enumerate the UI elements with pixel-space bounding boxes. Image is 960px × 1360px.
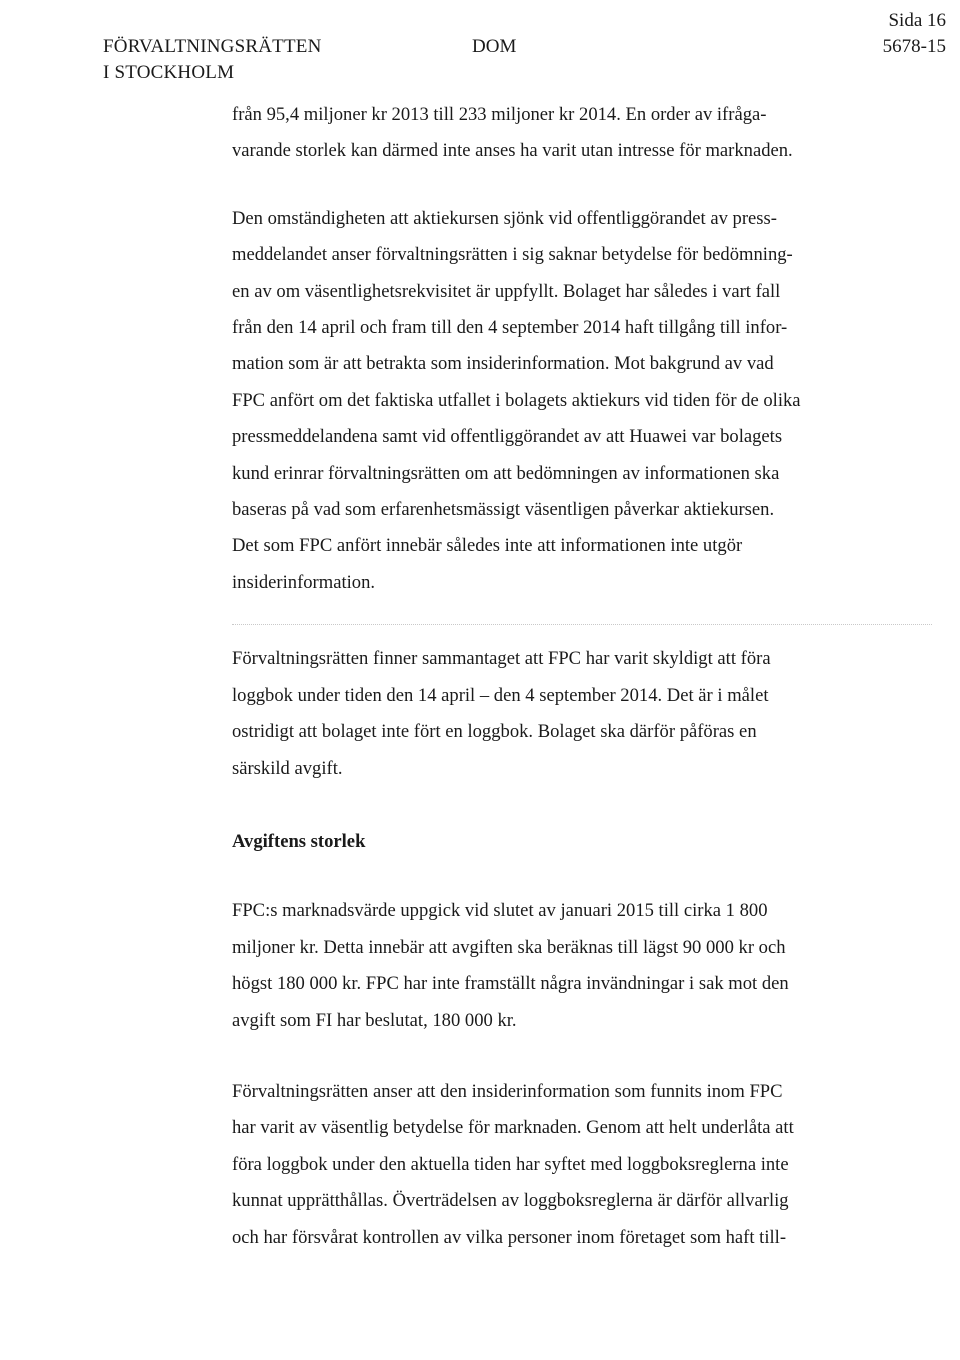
text-line: från den 14 april och fram till den 4 september 2014 haft tillgång till infor- xyxy=(232,317,788,339)
case-number: 5678-15 xyxy=(882,36,946,57)
text-line: pressmeddelandena samt vid offentliggörandet av att Huawei var bolagets xyxy=(232,426,783,448)
text-line: baseras på vad som erfarenhetsmässigt väsentligen påverkar aktiekursen. xyxy=(232,499,775,521)
court-name xyxy=(103,34,322,86)
text-line: från 95,4 miljoner kr 2013 till 233 miljoner kr 2014. En order av ifråga- xyxy=(232,104,767,125)
text-line: högst 180 000 kr. FPC har inte framställt några invändningar i sak mot den xyxy=(232,973,789,995)
text-line: Förvaltningsrätten finner sammantaget att FPC har varit skyldigt att föra xyxy=(232,648,771,670)
paragraph-violation-assessment xyxy=(232,1074,862,1256)
text-line: Den omständigheten att aktiekursen sjönk vid offentliggörandet av press- xyxy=(232,207,777,229)
text-line: kund erinrar förvaltningsrätten om att bedömningen av informationen ska xyxy=(232,462,780,484)
text-line: loggbok under tiden den 14 april – den 4 september 2014. Det är i målet xyxy=(232,684,769,706)
text-line: har varit av väsentlig betydelse för marknaden. Genom att helt underlåta att xyxy=(232,1117,794,1139)
text-line: och har försvårat kontrollen av vilka personer inom företaget som haft till- xyxy=(232,1226,787,1248)
document-body xyxy=(232,97,862,1256)
court-name-line2: I STOCKHOLM xyxy=(103,62,235,83)
text-line: varande storlek kan därmed inte anses ha varit utan intresse för marknaden. xyxy=(232,140,793,162)
text-line: Det som FPC anfört innebär således inte att informationen inte utgör xyxy=(232,535,743,557)
text-line: föra loggbok under den aktuella tiden har syftet med loggboksreglerna inte xyxy=(232,1153,789,1175)
paragraph-insider-information xyxy=(232,201,862,601)
text-line: ostridigt att bolaget inte fört en loggbok. Bolaget ska därför påföras en xyxy=(232,721,757,743)
paragraph-market-value xyxy=(232,893,862,1039)
text-line: mation som är att betrakta som insiderinformation. Mot bakgrund av vad xyxy=(232,353,774,375)
text-line: särskild avgift. xyxy=(232,757,343,779)
text-line: Förvaltningsrätten anser att den insiderinformation som funnits inom FPC xyxy=(232,1080,783,1102)
section-heading-fee-size: Avgiftens storlek xyxy=(232,830,366,852)
text-line: kunnat upprätthållas. Överträdelsen av loggboksreglerna är därför allvarlig xyxy=(232,1190,789,1212)
court-name-line1: FÖRVALTNINGSRÄTTEN xyxy=(103,36,322,57)
document-type: DOM xyxy=(472,36,517,57)
text-line: FPC:s marknadsvärde uppgick vid slutet av januari 2015 till cirka 1 800 xyxy=(232,900,768,922)
text-line: miljoner kr. Detta innebär att avgiften ska beräknas till lägst 90 000 kr och xyxy=(232,936,786,958)
text-line: avgift som FI har beslutat, 180 000 kr. xyxy=(232,1009,517,1031)
paragraph-logbook-obligation xyxy=(232,641,862,787)
text-line: insiderinformation. xyxy=(232,571,376,593)
page-info xyxy=(883,8,946,60)
text-line: meddelandet anser förvaltningsrätten i sig saknar betydelse för bedömning- xyxy=(232,244,793,266)
text-line: en av om väsentlighetsrekvisitet är uppfyllt. Bolaget har således i vart fall xyxy=(232,280,781,302)
page-number: Sida 16 xyxy=(888,10,946,31)
text-line: FPC anfört om det faktiska utfallet i bolagets aktiekurs vid tiden för de olika xyxy=(232,389,801,411)
paragraph-market-interest xyxy=(232,97,862,170)
